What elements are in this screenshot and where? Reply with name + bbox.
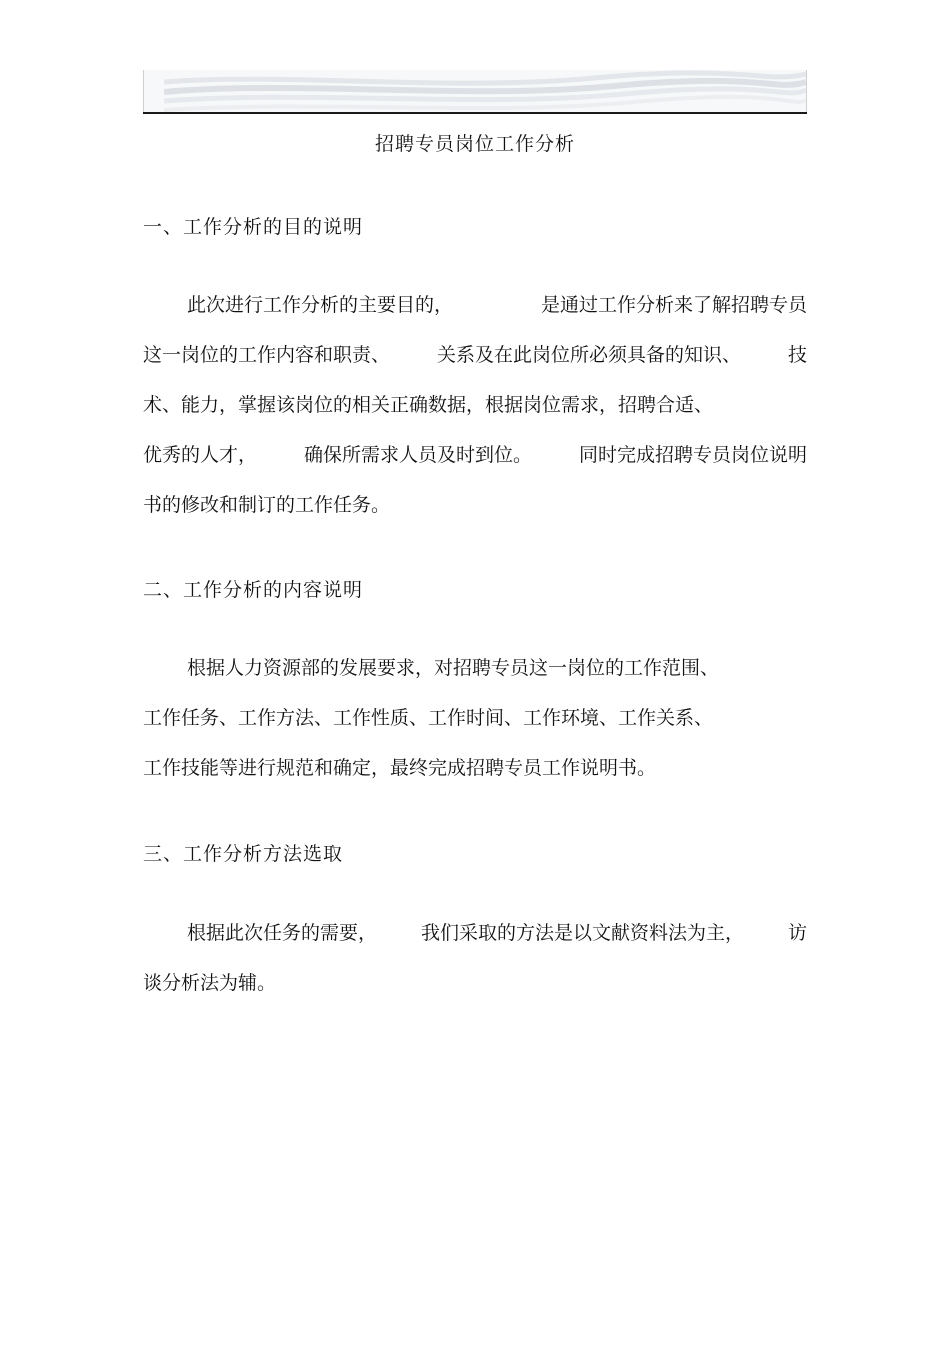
section-heading-method: 三、工作分析方法选取 <box>143 843 344 865</box>
text-segment: 术、能力，掌握该岗位的相关正确数据，根据岗位需求，招聘合适、 <box>143 394 714 416</box>
text-segment: 书的修改和制订的工作任务。 <box>143 494 391 516</box>
text-segment: 工作任务、工作方法、工作性质、工作时间、工作环境、工作关系、 <box>143 707 714 729</box>
text-segment: 优秀的人才， <box>143 444 258 466</box>
paragraph-line <box>143 280 807 330</box>
text-segment: 技 <box>787 344 807 366</box>
text-segment: 关系及在此岗位所必须具备的知识、 <box>436 344 741 366</box>
section-body-method <box>143 908 807 1008</box>
text-segment: 根据人力资源部的发展要求，对招聘专员这一岗位的工作范围、 <box>187 657 720 679</box>
header-decoration <box>143 70 807 112</box>
text-segment: 这一岗位的工作内容和职责、 <box>143 344 391 366</box>
section-body-purpose <box>143 280 807 530</box>
text-segment: 是通过工作分析来了解招聘专员 <box>540 294 807 316</box>
section-heading-content: 二、工作分析的内容说明 <box>143 579 364 601</box>
text-segment: 工作技能等进行规范和确定，最终完成招聘专员工作说明书。 <box>143 757 657 779</box>
paragraph-line <box>143 643 807 693</box>
paragraph-line <box>143 743 807 793</box>
paragraph-line <box>143 480 807 530</box>
text-segment: 谈分析法为辅。 <box>143 972 277 994</box>
paragraph-line <box>143 908 807 958</box>
text-segment: 根据此次任务的需要， <box>187 922 378 944</box>
text-segment: 我们采取的方法是以文献资料法为主， <box>420 922 744 944</box>
wave-banner-graphic <box>144 70 806 112</box>
document-title: 招聘专员岗位工作分析 <box>374 133 575 155</box>
paragraph-line <box>143 693 807 743</box>
paragraph-line <box>143 330 807 380</box>
text-segment: 此次进行工作分析的主要目的， <box>187 294 454 316</box>
text-segment: 同时完成招聘专员岗位说明 <box>578 444 807 466</box>
header-rule <box>143 112 807 114</box>
text-segment: 访 <box>787 922 807 944</box>
section-body-content <box>143 643 807 793</box>
section-heading-purpose: 一、工作分析的目的说明 <box>143 216 364 238</box>
paragraph-line <box>143 958 807 1008</box>
text-segment: 确保所需求人员及时到位。 <box>303 444 532 466</box>
paragraph-line <box>143 430 807 480</box>
paragraph-line <box>143 380 807 430</box>
